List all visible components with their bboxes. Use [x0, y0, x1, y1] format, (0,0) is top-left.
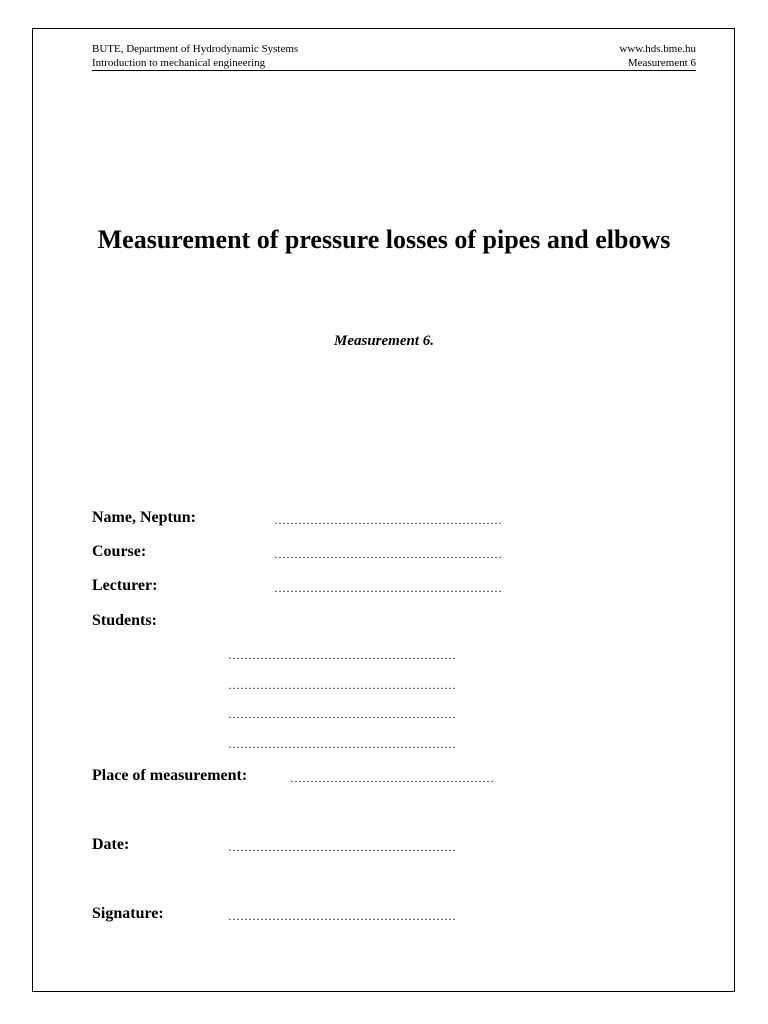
header-measurement: Measurement 6 — [627, 57, 696, 69]
course-field[interactable]: ………………………………………………… — [274, 547, 502, 561]
student-field-1[interactable]: ………………………………………………… — [228, 648, 456, 662]
course-label: Course: — [92, 543, 147, 560]
header-top-row — [92, 42, 696, 56]
name-neptun-label: Name, Neptun: — [92, 509, 196, 526]
signature-label: Signature: — [92, 905, 164, 922]
name-neptun-field[interactable]: ………………………………………………… — [274, 513, 502, 527]
place-of-measurement-label: Place of measurement: — [92, 767, 248, 784]
student-field-3[interactable]: ………………………………………………… — [228, 707, 456, 721]
place-of-measurement-field[interactable]: …………………………………………… — [290, 771, 494, 785]
date-field[interactable]: ………………………………………………… — [228, 840, 456, 854]
lecturer-label: Lecturer: — [92, 577, 158, 594]
header-course: Introduction to mechanical engineering — [92, 57, 266, 69]
document-subtitle: Measurement 6. — [333, 333, 434, 349]
date-label: Date: — [92, 836, 130, 853]
header-bottom-row — [92, 56, 696, 71]
lecturer-field[interactable]: ………………………………………………… — [274, 581, 502, 595]
signature-field[interactable]: ………………………………………………… — [228, 909, 456, 923]
students-label: Students: — [92, 612, 157, 629]
document-title: Measurement of pressure losses of pipes and elbows — [97, 225, 671, 254]
student-field-4[interactable]: ………………………………………………… — [228, 737, 456, 751]
header-website: www.hds.bme.hu — [619, 43, 696, 55]
student-field-2[interactable]: ………………………………………………… — [228, 678, 456, 692]
header-department: BUTE, Department of Hydrodynamic Systems — [92, 43, 299, 55]
